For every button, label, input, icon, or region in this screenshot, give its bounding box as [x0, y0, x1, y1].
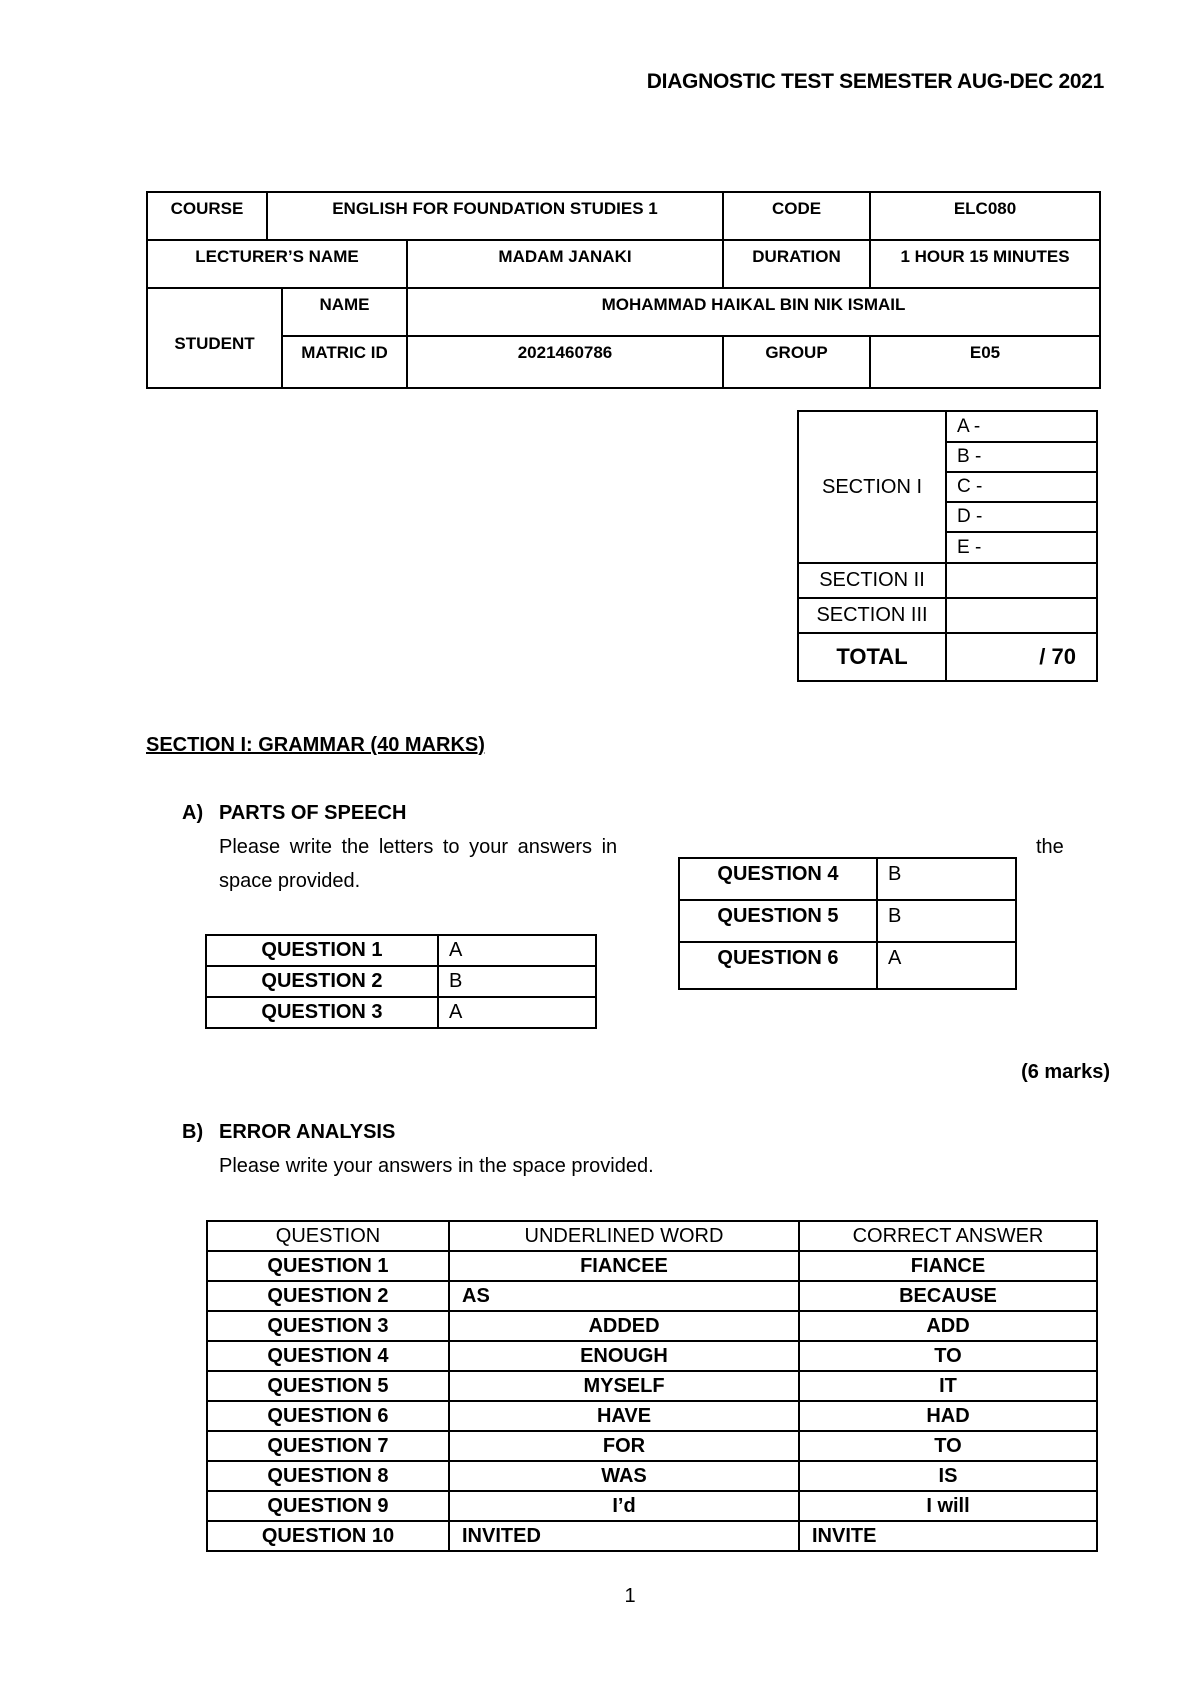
- underlined-word-cell: FOR: [449, 1431, 799, 1461]
- part-b-title: ERROR ANALYSIS: [219, 1121, 396, 1143]
- document-header: DIAGNOSTIC TEST SEMESTER AUG-DEC 2021: [646, 70, 1104, 93]
- section2-label: SECTION II: [798, 563, 946, 598]
- question-cell: QUESTION 7: [207, 1431, 449, 1461]
- section2-score: [946, 563, 1097, 598]
- table-row: [207, 1521, 1097, 1551]
- part-a-instruction-the: the: [1036, 836, 1064, 858]
- part-c-score: C -: [946, 472, 1097, 502]
- table-row: [207, 1371, 1097, 1401]
- course-value: ENGLISH FOR FOUNDATION STUDIES 1: [267, 192, 723, 240]
- part-b-instruction: Please write your answers in the space provided.: [219, 1155, 654, 1177]
- underlined-word-cell: HAVE: [449, 1401, 799, 1431]
- pos-answer: B: [877, 900, 1016, 942]
- part-a-marks: (6 marks): [1021, 1061, 1110, 1083]
- pos-answer: A: [877, 942, 1016, 989]
- table-row: [207, 1491, 1097, 1521]
- error-analysis-table: [206, 1220, 1098, 1552]
- table-row: [207, 1401, 1097, 1431]
- correct-answer-cell: INVITE: [799, 1521, 1097, 1551]
- section1-heading: SECTION I: GRAMMAR (40 MARKS): [146, 734, 485, 756]
- underlined-word-cell: I’d: [449, 1491, 799, 1521]
- correct-answer-cell: IS: [799, 1461, 1097, 1491]
- part-a-letter: A): [182, 802, 204, 824]
- section3-label: SECTION III: [798, 598, 946, 633]
- part-d-score: D -: [946, 502, 1097, 532]
- pos-question-label: QUESTION 4: [679, 858, 877, 900]
- correct-answer-cell: I will: [799, 1491, 1097, 1521]
- table-row: [207, 1341, 1097, 1371]
- pos-answer: A: [438, 935, 596, 966]
- group-label: GROUP: [723, 336, 870, 388]
- parts-of-speech-table-left: [205, 934, 597, 1029]
- pos-question-label: QUESTION 2: [206, 966, 438, 997]
- column-header-question: QUESTION: [207, 1221, 449, 1251]
- part-a-instruction-1: Please write the letters to your answers in: [219, 836, 618, 858]
- correct-answer-cell: TO: [799, 1431, 1097, 1461]
- question-cell: QUESTION 9: [207, 1491, 449, 1521]
- part-b-letter: B): [182, 1121, 204, 1143]
- name-value: MOHAMMAD HAIKAL BIN NIK ISMAIL: [407, 288, 1100, 336]
- underlined-word-cell: INVITED: [449, 1521, 799, 1551]
- correct-answer-cell: BECAUSE: [799, 1281, 1097, 1311]
- question-cell: QUESTION 5: [207, 1371, 449, 1401]
- underlined-word-cell: MYSELF: [449, 1371, 799, 1401]
- section3-score: [946, 598, 1097, 633]
- score-table: [797, 410, 1098, 682]
- duration-value: 1 HOUR 15 MINUTES: [870, 240, 1100, 288]
- underlined-word-cell: WAS: [449, 1461, 799, 1491]
- underlined-word-cell: ADDED: [449, 1311, 799, 1341]
- column-header-underlined-word: UNDERLINED WORD: [449, 1221, 799, 1251]
- part-b-score: B -: [946, 442, 1097, 472]
- part-a-title: PARTS OF SPEECH: [219, 802, 407, 824]
- question-cell: QUESTION 6: [207, 1401, 449, 1431]
- pos-answer: A: [438, 997, 596, 1028]
- info-table: [146, 191, 1101, 389]
- question-cell: QUESTION 3: [207, 1311, 449, 1341]
- lecturer-label: LECTURER’S NAME: [147, 240, 407, 288]
- question-cell: QUESTION 10: [207, 1521, 449, 1551]
- parts-of-speech-table-right: [678, 857, 1017, 990]
- total-value: / 70: [946, 633, 1097, 681]
- pos-question-label: QUESTION 1: [206, 935, 438, 966]
- name-label: NAME: [282, 288, 407, 336]
- course-label: COURSE: [147, 192, 267, 240]
- group-value: E05: [870, 336, 1100, 388]
- section1-label: SECTION I: [798, 411, 946, 563]
- table-row: [207, 1431, 1097, 1461]
- correct-answer-cell: TO: [799, 1341, 1097, 1371]
- correct-answer-cell: HAD: [799, 1401, 1097, 1431]
- duration-label: DURATION: [723, 240, 870, 288]
- underlined-word-cell: AS: [449, 1281, 799, 1311]
- pos-question-label: QUESTION 3: [206, 997, 438, 1028]
- part-a-instruction-2: space provided.: [219, 870, 361, 892]
- column-header-correct-answer: CORRECT ANSWER: [799, 1221, 1097, 1251]
- part-e-score: E -: [946, 532, 1097, 563]
- table-row: [207, 1311, 1097, 1341]
- correct-answer-cell: ADD: [799, 1311, 1097, 1341]
- question-cell: QUESTION 8: [207, 1461, 449, 1491]
- matric-value: 2021460786: [407, 336, 723, 388]
- pos-answer: B: [877, 858, 1016, 900]
- code-value: ELC080: [870, 192, 1100, 240]
- underlined-word-cell: FIANCEE: [449, 1251, 799, 1281]
- code-label: CODE: [723, 192, 870, 240]
- underlined-word-cell: ENOUGH: [449, 1341, 799, 1371]
- pos-answer: B: [438, 966, 596, 997]
- student-label: STUDENT: [147, 288, 282, 388]
- table-row: [207, 1251, 1097, 1281]
- correct-answer-cell: IT: [799, 1371, 1097, 1401]
- table-row: [207, 1461, 1097, 1491]
- question-cell: QUESTION 1: [207, 1251, 449, 1281]
- matric-label: MATRIC ID: [282, 336, 407, 388]
- page-number: 1: [624, 1585, 636, 1607]
- table-row: [207, 1281, 1097, 1311]
- pos-question-label: QUESTION 5: [679, 900, 877, 942]
- total-label: TOTAL: [798, 633, 946, 681]
- lecturer-value: MADAM JANAKI: [407, 240, 723, 288]
- part-a-score: A -: [946, 411, 1097, 442]
- question-cell: QUESTION 2: [207, 1281, 449, 1311]
- correct-answer-cell: FIANCE: [799, 1251, 1097, 1281]
- pos-question-label: QUESTION 6: [679, 942, 877, 989]
- question-cell: QUESTION 4: [207, 1341, 449, 1371]
